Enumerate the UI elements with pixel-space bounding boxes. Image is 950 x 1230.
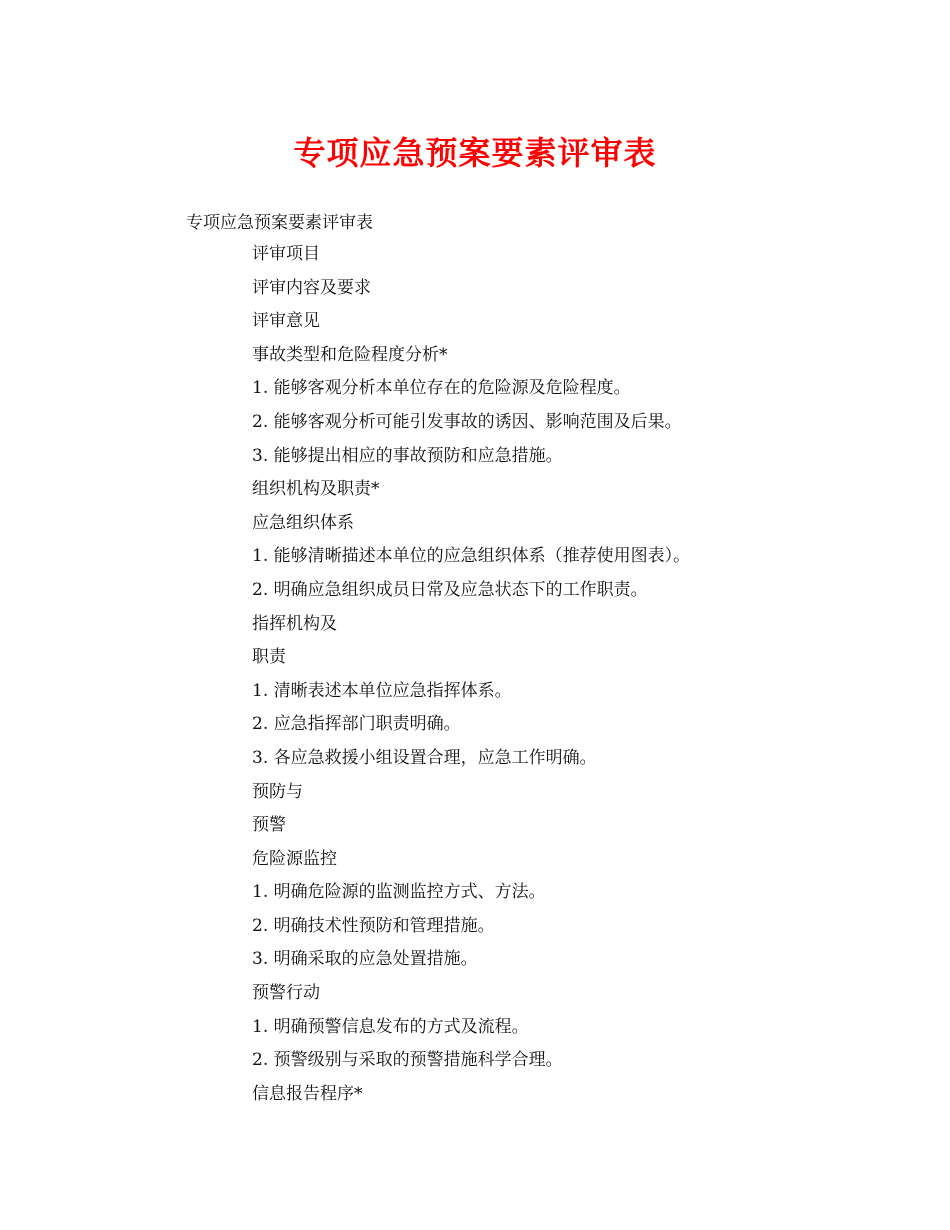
list-item: 评审项目 [252, 244, 320, 264]
list-item: 1. 明确预警信息发布的方式及流程。 [252, 1016, 529, 1037]
list-item: 应急组织体系 [252, 512, 354, 533]
list-item: 3. 能够提出相应的事故预防和应急措施。 [252, 445, 563, 466]
list-item: 2. 预警级别与采取的预警措施科学合理。 [252, 1050, 563, 1071]
list-item: 预警行动 [252, 983, 320, 1004]
list-item: 2. 能够客观分析可能引发事故的诱因、影响范围及后果。 [252, 411, 682, 432]
list-item: 组织机构及职责* [252, 479, 380, 500]
list-item: 危险源监控 [252, 848, 337, 869]
list-item: 2. 明确应急组织成员日常及应急状态下的工作职责。 [252, 579, 648, 600]
list-item: 1. 清晰表述本单位应急指挥体系。 [252, 680, 512, 701]
list-item: 1. 明确危险源的监测监控方式、方法。 [252, 882, 546, 903]
document-subtitle: 专项应急预案要素评审表 [186, 213, 373, 233]
review-item-list [252, 243, 892, 1116]
list-item: 指挥机构及 [252, 613, 337, 634]
list-item: 预防与 [252, 781, 303, 802]
list-item: 评审内容及要求 [252, 277, 371, 298]
list-item: 2. 应急指挥部门职责明确。 [252, 714, 461, 735]
document-title: 专项应急预案要素评审表 [293, 134, 657, 172]
list-item: 1. 能够清晰描述本单位的应急组织体系（推荐使用图表）。 [252, 546, 691, 567]
list-item: 3. 各应急救援小组设置合理，应急工作明确。 [252, 747, 597, 768]
list-item: 2. 明确技术性预防和管理措施。 [252, 915, 495, 936]
list-item: 评审意见 [252, 311, 320, 332]
list-item: 3. 明确采取的应急处置措施。 [252, 949, 478, 970]
list-item: 事故类型和危险程度分析* [252, 344, 448, 365]
list-item: 1. 能够客观分析本单位存在的危险源及危险程度。 [252, 378, 631, 399]
list-item: 信息报告程序* [252, 1083, 363, 1104]
list-item: 预警 [252, 815, 286, 836]
list-item: 职责 [252, 647, 286, 668]
